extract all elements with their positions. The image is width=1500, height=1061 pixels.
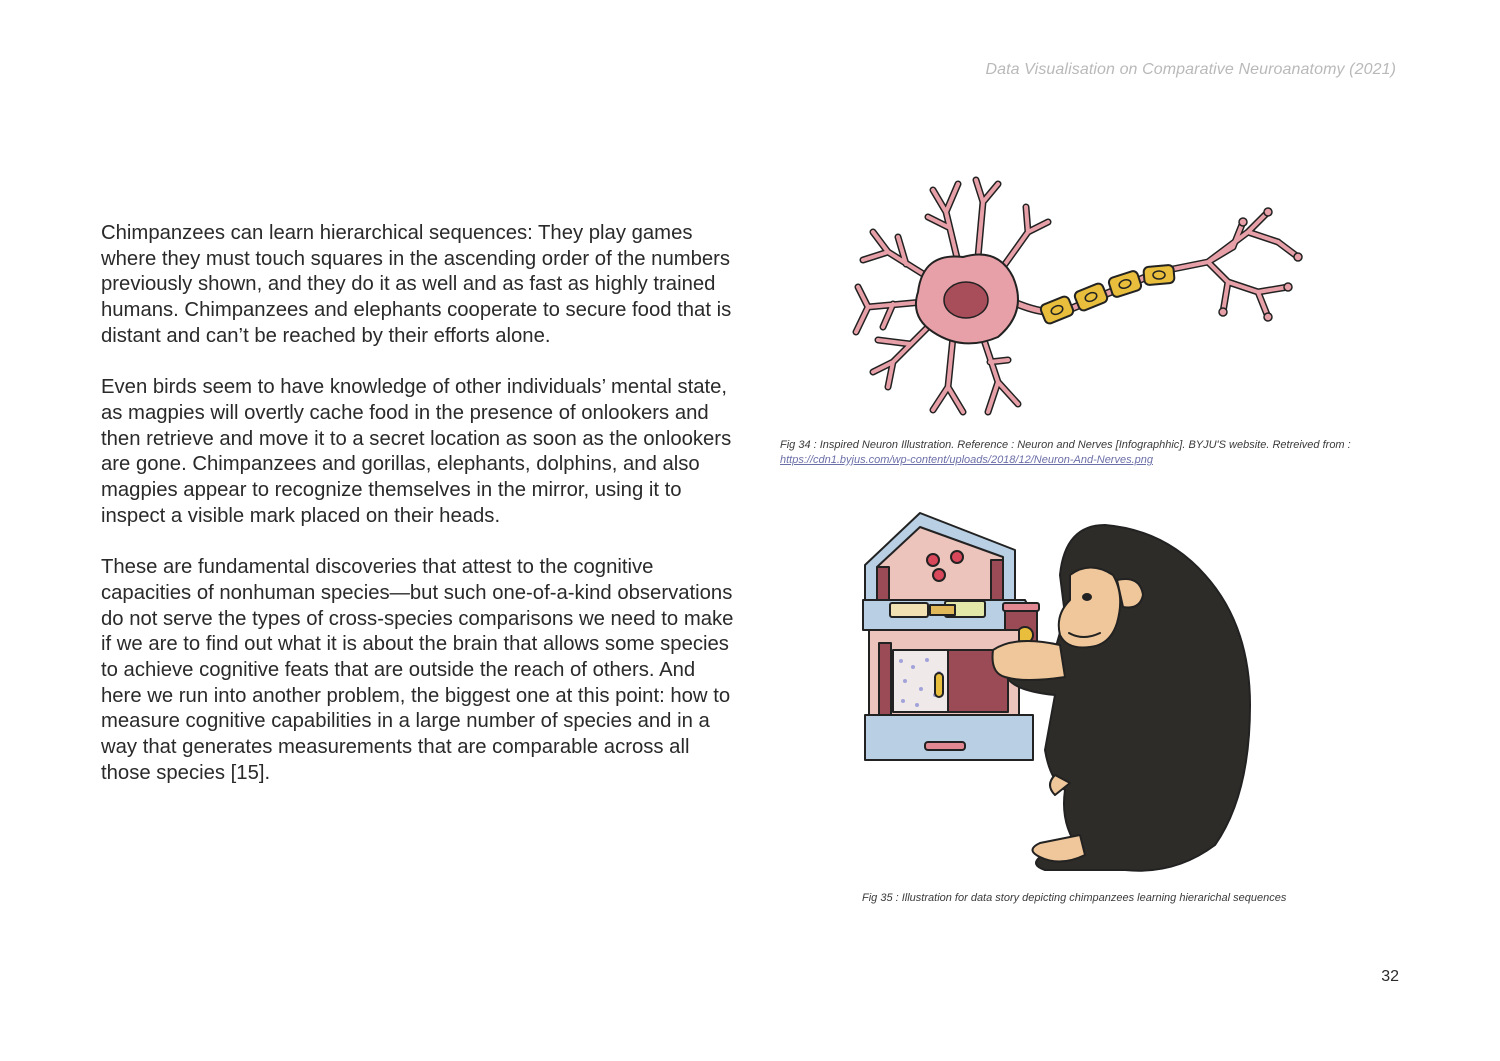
page-number: 32 [1381,968,1399,985]
paragraph-1: Chimpanzees can learn hierarchical sequences: They play games where they must touch squares in the ascending order of the numbers previously shown, and they do it as well and as fast as highly trained humans. Chimpanzees and elephants cooperate to secure food that is distant and can’t be reached by their efforts alone. [101,222,732,347]
running-header: Data Visualisation on Comparative Neuroanatomy (2021) [985,61,1396,78]
paragraph-2: Even birds seem to have knowledge of other individuals’ mental state, as magpies will overtly cache food in the presence of onlookers and then retrieve and move it to a secret location as soon as the onlookers are gone. Chimpanzees and gorillas, elephants, dolphins, and also magpies appear to recognize themselves in the mirror, using it to inspect a visible mark placed on their heads. [101,376,732,527]
chimpanzee-illustration [855,505,1260,880]
paragraph-3: These are fundamental discoveries that attest to the cognitive capacities of nonhuman species—but such one-of-a-kind observations do not serve the types of cross-species comparisons we need to make if we are to find out what it is about the brain that allows some species to achieve cognitive feats that are outside the reach of others. And here we run into another problem, the biggest one at this point: how to measure cognitive capabilities in a large number of species and in a way that generates measurements that are comparable across all those species [15]. [101,556,734,784]
myelin-sheath [1039,265,1174,325]
sequence-toy [863,513,1039,760]
figure-34-caption-text: Fig 34 : Inspired Neuron Illustration. Reference : Neuron and Nerves [Infographhic]. BYJU'S website. Retreived from : [780,439,1351,451]
figure-35-caption: Fig 35 : Illustration for data story depicting chimpanzees learning hierarichal sequences [862,892,1287,904]
figure-34-source-link[interactable]: https://cdn1.byjus.com/wp-content/uploads/2018/12/Neuron-And-Nerves.png [780,454,1153,466]
neuron-nucleus [944,282,988,318]
figure-34-caption [780,438,1380,468]
body-text [101,221,741,812]
neuron-illustration [848,172,1318,427]
chimpanzee [993,525,1251,871]
